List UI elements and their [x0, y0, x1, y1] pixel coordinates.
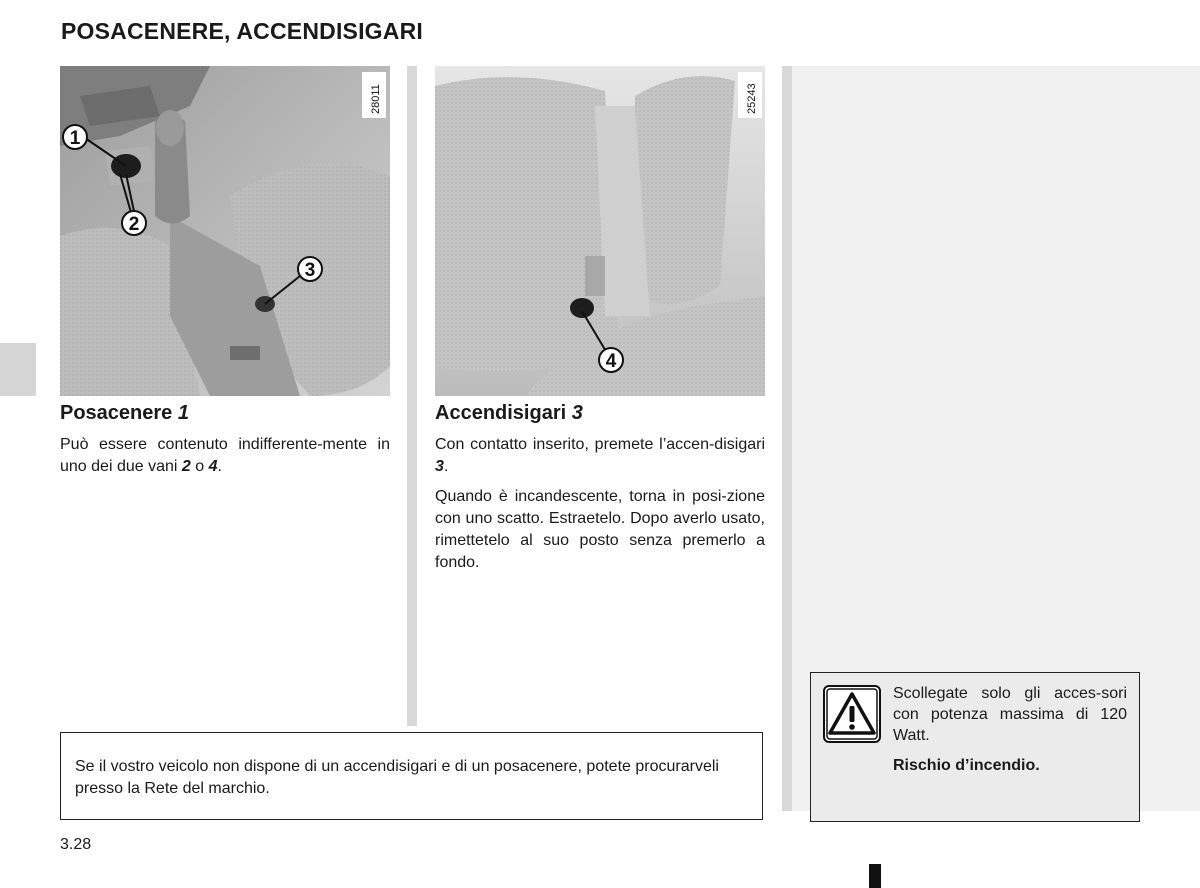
- column-divider-left: [407, 66, 417, 726]
- svg-text:3: 3: [304, 260, 316, 281]
- section-heading-posacenere: Posacenere 1: [60, 402, 189, 424]
- paragraph: Quando è incandescente, torna in posi-zione con uno scatto. Estraetelo. Dopo averlo usato, rimettetelo al suo posto senza premerlo a fondo.: [435, 488, 765, 571]
- paragraph: Può essere contenuto indifferente-mente in uno dei due vani 2 o 4.: [60, 436, 390, 475]
- warning-box: [810, 672, 1140, 822]
- warning-emphasis: Rischio d’incendio.: [893, 757, 1040, 774]
- chapter-tab: [0, 343, 36, 396]
- section-heading-accendisigari: Accendisigari 3: [435, 402, 583, 424]
- paragraph: Con contatto inserito, premete l’accen-disigari 3.: [435, 436, 765, 475]
- warning-triangle-icon: [823, 685, 881, 743]
- callout-1: [63, 125, 87, 149]
- note-text: Se il vostro veicolo non dispone di un accendisigari e di un posacenere, potete procurarveli presso la Rete del marchio.: [75, 758, 719, 797]
- page-number: 3.28: [60, 836, 92, 853]
- photo-center-console: [60, 66, 390, 396]
- figure-ref-label: 28011: [370, 84, 382, 114]
- page-title: POSACENERE, ACCENDISIGARI: [61, 18, 423, 44]
- section-body-accendisigari: [435, 434, 765, 582]
- photo-rear-seat-illustration: [435, 66, 765, 396]
- figure-ref-label: 25243: [746, 83, 758, 114]
- svg-text:1: 1: [69, 128, 81, 149]
- callout-4: [599, 348, 623, 372]
- photo-center-console-illustration: [60, 66, 390, 396]
- warning-message: Scollegate solo gli acces-sori con potenza massima di 120 Watt.: [893, 685, 1127, 744]
- svg-text:4: 4: [605, 351, 617, 372]
- section-body-posacenere: [60, 434, 390, 486]
- note-box: [60, 732, 763, 820]
- column-divider-right: [782, 66, 792, 811]
- page-edge-mark: [869, 864, 881, 888]
- warning-text: [893, 683, 1127, 785]
- photo-rear-seat: [435, 66, 765, 396]
- callout-3: [298, 257, 322, 281]
- callout-2: [122, 211, 146, 235]
- svg-text:2: 2: [128, 214, 140, 235]
